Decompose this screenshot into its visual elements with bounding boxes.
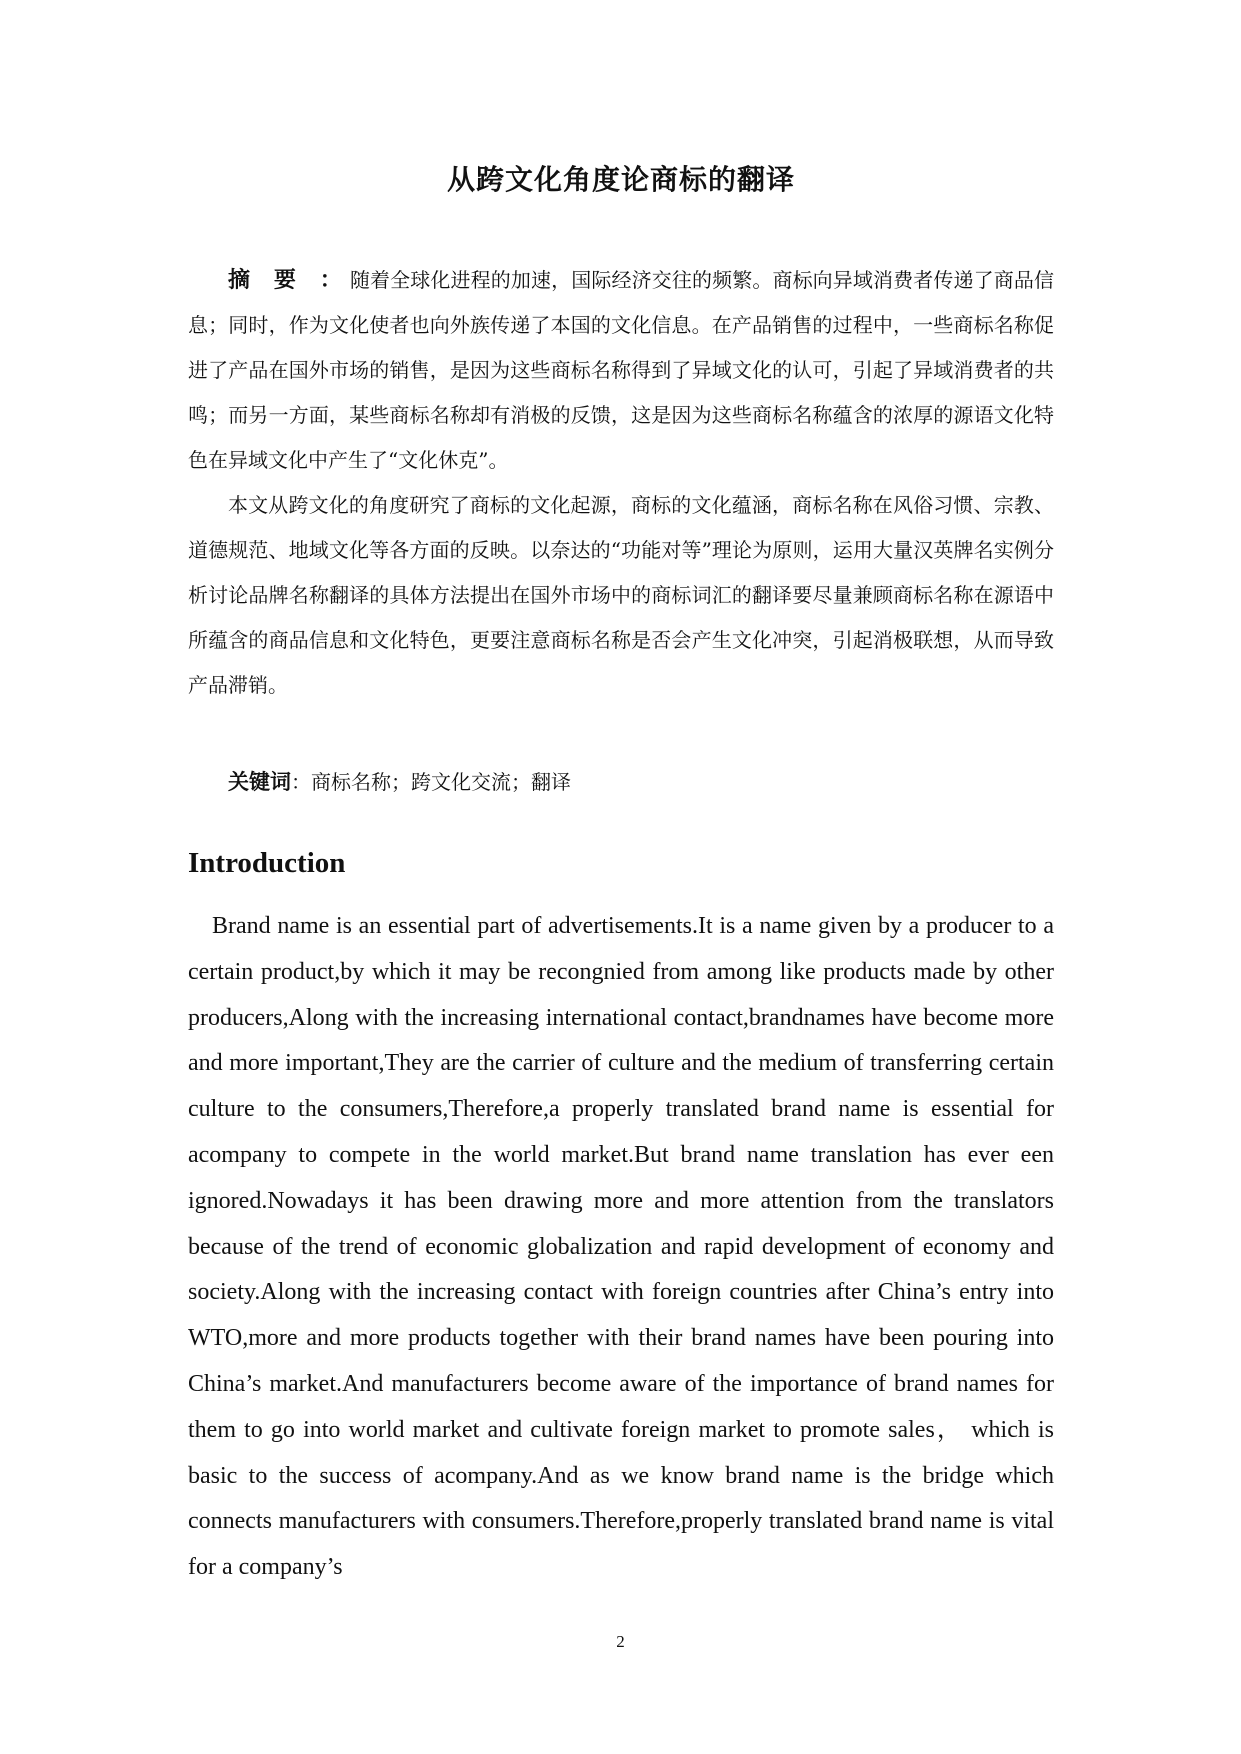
- introduction-body: [188, 904, 1054, 1591]
- abstract-text-1: 随着全球化进程的加速，国际经济交往的频繁。商标向异域消费者传递了商品信息；同时，作为文化使者也向外族传递了本国的文化信息。在产品销售的过程中，一些商标名称促进了产品在国外市场的销售，是因为这些商标名称得到了异域文化的认可，引起了异域消费者的共鸣；而另一方面，某些商标名称却有消极的反馈，这是因为这些商标名称蕴含的浓厚的源语文化特色在异域文化中产生了“文化休克”。: [188, 268, 1054, 472]
- page-number: 2: [616, 1632, 625, 1651]
- abstract-label: 摘 要: [228, 268, 305, 293]
- keywords-colon: ：: [291, 770, 311, 794]
- keywords-label: 关键词: [228, 770, 291, 794]
- introduction-paragraph: Brand name is an essential part of advertisements.It is a name given by a producer to a certain product,by which it may be recongnied from among like products made by other producers,Along with the increasing international contact,brandnames have become more and more important,They are the carrier of culture and the medium of transferring certain culture to the consumers,Therefore,a properly translated brand name is essential for acompany to compete in the world market.But brand name translation has ever een ignored.Nowadays it has been drawing more and more attention from the translators because of the trend of economic globalization and rapid development of economy and society.Along with the increasing contact with foreign countries after China’s entry into WTO,more and more products together with their brand names have been pouring into China’s market.And manufacturers become aware of the importance of brand names for them to go into world market and cultivate foreign market to promote sales， which is basic to the success of acompany.And as we know brand name is the bridge which connects manufacturers with consumers.Therefore,properly translated brand name is vital for a company’s: [188, 913, 1054, 1581]
- abstract-section: [188, 258, 1054, 708]
- abstract-paragraph-2: 本文从跨文化的角度研究了商标的文化起源，商标的文化蕴涵，商标名称在风俗习惯、宗教、道德规范、地域文化等各方面的反映。以奈达的“功能对等”理论为原则，运用大量汉英牌名实例分析讨论品牌名称翻译的具体方法提出在国外市场中的商标词汇的翻译要尽量兼顾商标名称在源语中所蕴含的商品信息和文化特色，更要注意商标名称是否会产生文化冲突，引起消极联想，从而导致产品滞销。: [188, 493, 1054, 697]
- keywords-line: [188, 762, 1054, 802]
- introduction-heading: Introduction: [188, 847, 346, 879]
- document-title: 从跨文化角度论商标的翻译: [446, 163, 795, 196]
- abstract-colon: ：: [304, 268, 350, 293]
- abstract-paragraph-1: [188, 258, 1054, 483]
- keywords-text: 商标名称；跨文化交流；翻译: [311, 770, 571, 794]
